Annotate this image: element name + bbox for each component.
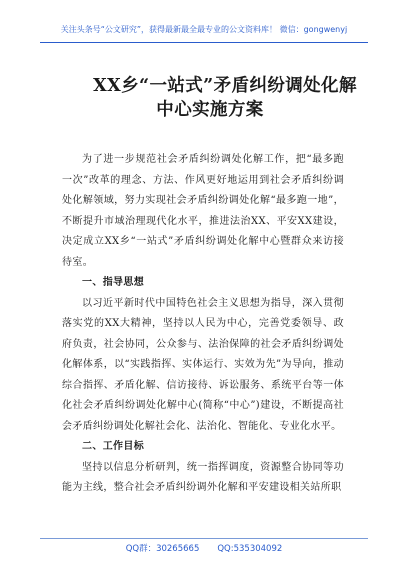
- document-body: [62, 150, 344, 499]
- work-goals-paragraph: 坚持以信息分析研判，统一指挥调度，资源整合协同等功能为主线，整合社会矛盾纠纷调外化解和平安建设相关站所职: [62, 461, 344, 493]
- footer-qq-group: QQ群：30265665: [125, 544, 200, 554]
- intro-paragraph: 为了进一步规范社会矛盾纠纷调处化解工作，把“最多跑一次”改革的理念、方法、作风更好地运用到社会矛盾纠纷调处化解领域，努力实现社会矛盾纠纷调处化解“最多跑一地”，不断提升市域治理现代化水平，推进法治XX、平安XX建设，决定成立XX乡“一站式”矛盾纠纷调处化解中心暨群众来访接待室。: [62, 154, 344, 268]
- section-heading-work-goals: 二、工作目标: [82, 441, 145, 452]
- footer-qq-number: QQ:535304092: [217, 544, 283, 554]
- section-heading-guiding-ideology: 一、指导思想: [82, 277, 145, 288]
- title-line-2: 中心实施方案: [156, 100, 264, 120]
- document-title: [40, 74, 380, 122]
- header-notice: 关注头条号“公文研究”，获得最新最全最专业的公文资料库！ 微信：gongwenyj: [40, 24, 368, 43]
- title-line-1: XX乡“一站式”矛盾纠纷调处化解: [93, 76, 357, 96]
- guiding-ideology-paragraph: 以习近平新时代中国特色社会主义思想为指导，深入贯彻落实党的XX大精神，坚持以人民为中心，完善党委领导、政府负责，社会协同，公众参与、法治保障的社会矛盾纠纷调处化解体系，以“实践指挥、实体运行、实效为先”为导向，推动综合指挥、矛盾化解、信访接待、诉讼服务、系统平台等一体化社会矛盾纠纷调处化解中心(简称“中心”)建设，不断提高社会矛盾纠纷调处化解社会化、法治化、智能化、专业化水平。: [62, 297, 344, 432]
- footer-contact: [40, 538, 368, 554]
